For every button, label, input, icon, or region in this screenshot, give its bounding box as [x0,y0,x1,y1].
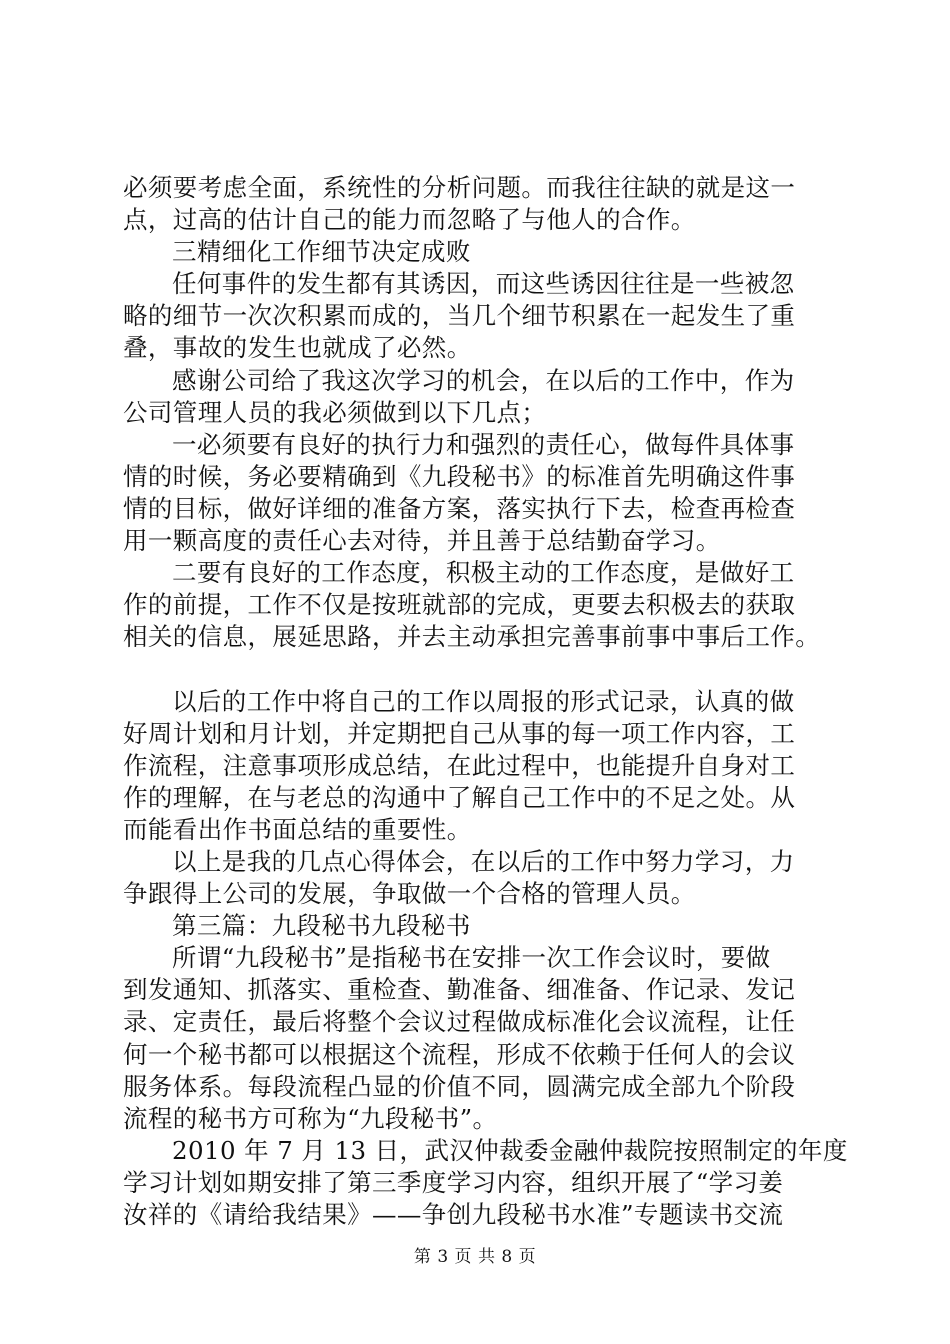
text-line: 流程的秘书方可称为“九段秘书”。 [123,1103,498,1133]
text-line: 何一个秘书都可以根据这个流程，形成不依赖于任何人的会议 [123,1039,796,1069]
text-line: 汝祥的《请给我结果》——争创九段秘书水准”专题读书交流 [123,1200,784,1229]
text-line: 二要有良好的工作态度，积极主动的工作态度，是做好工 [172,558,795,588]
text-line: 2010 年 7 月 13 日，武汉仲裁委金融仲裁院按照制定的年度 [172,1135,848,1165]
text-line: 用一颗高度的责任心去对待，并且善于总结勤奋学习。 [123,526,721,556]
text-line: 学习计划如期安排了第三季度学习内容，组织开展了“学习姜 [123,1167,784,1197]
text-line: 情的目标，做好详细的准备方案，落实执行下去，检查再检查 [123,493,796,523]
text-line: 三精细化工作细节决定成败 [172,237,471,267]
text-line: 任何事件的发生都有其诱因，而这些诱因往往是一些被忽 [172,269,795,299]
text-line: 录、定责任，最后将整个会议过程做成标准化会议流程，让任 [123,1007,796,1037]
text-line: 叠，事故的发生也就成了必然。 [123,333,472,363]
text-line: 作的理解，在与老总的沟通中了解自己工作中的不足之处。从 [123,782,796,812]
text-line: 情的时候，务必要精确到《九段秘书》的标准首先明确这件事 [123,461,796,491]
text-line: 以后的工作中将自己的工作以周报的形式记录，认真的做 [172,686,795,716]
text-line: 第三篇：九段秘书九段秘书 [172,911,471,941]
text-line: 到发通知、抓落实、重检查、勤准备、细准备、作记录、发记 [123,975,796,1005]
text-line: 而能看出作书面总结的重要性。 [123,814,472,844]
text-line: 争跟得上公司的发展，争取做一个合格的管理人员。 [123,879,696,909]
page-footer: 第 3 页 共 8 页 [413,1247,537,1267]
document-body [123,172,848,1231]
text-line: 感谢公司给了我这次学习的机会，在以后的工作中，作为 [172,365,795,395]
text-line: 略的细节一次次积累而成的，当几个细节积累在一起发生了重 [123,301,796,331]
text-line: 所谓“九段秘书”是指秘书在安排一次工作会议时，要做 [172,943,771,973]
text-line: 公司管理人员的我必须做到以下几点； [123,397,547,427]
text-line: 好周计划和月计划，并定期把自己从事的每一项工作内容，工 [123,718,796,748]
text-line: 必须要考虑全面，系统性的分析问题。而我往往缺的就是这一 [123,173,796,202]
text-line: 作流程，注意事项形成总结，在此过程中，也能提升自身对工 [123,750,796,780]
text-line: 一必须要有良好的执行力和强烈的责任心，做每件具体事 [172,429,795,459]
text-line: 点，过高的估计自己的能力而忽略了与他人的合作。 [123,205,696,235]
text-line: 服务体系。每段流程凸显的价值不同，圆满完成全部九个阶段 [123,1071,796,1101]
text-line: 以上是我的几点心得体会，在以后的工作中努力学习，力 [172,846,795,876]
text-line: 相关的信息，展延思路，并去主动承担完善事前事中事后工作。 [123,622,821,652]
text-line: 作的前提，工作不仅是按班就部的完成，更要去积极去的获取 [123,590,796,620]
blank-line [123,653,843,685]
